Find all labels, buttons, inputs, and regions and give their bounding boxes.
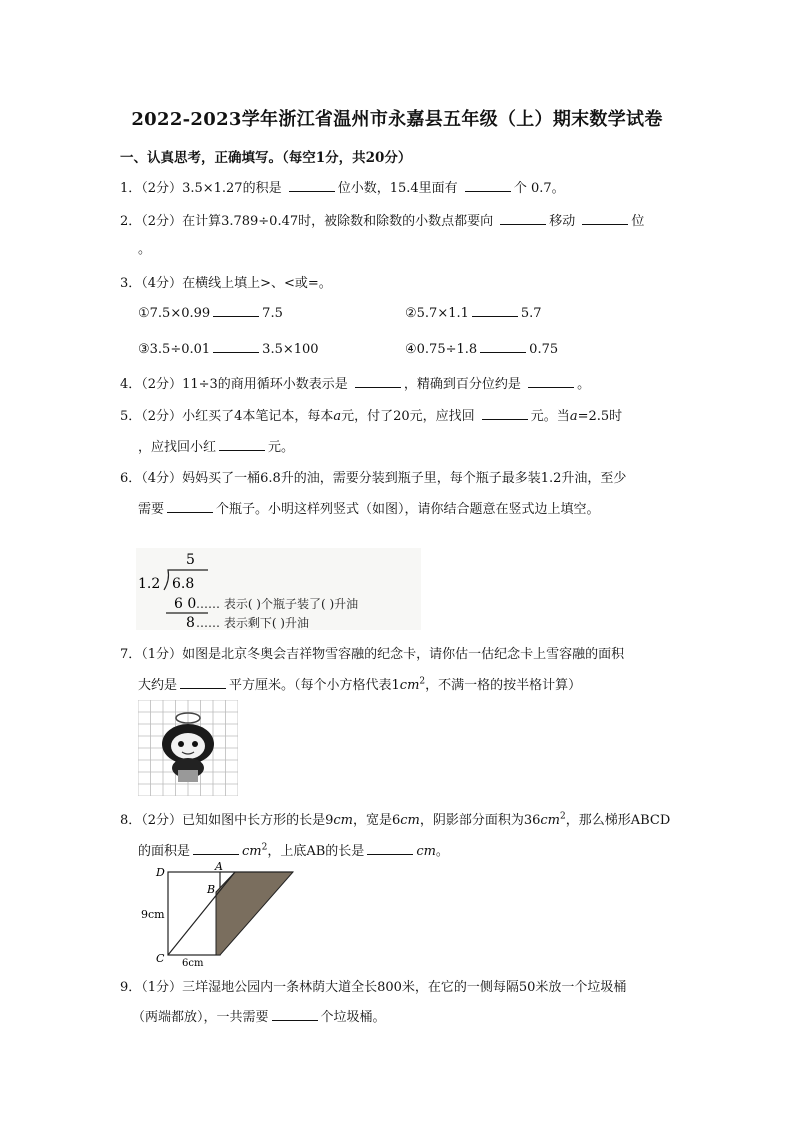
- answer-blank[interactable]: [193, 842, 239, 855]
- answer-blank[interactable]: [500, 212, 546, 225]
- q3-item-2: ②5.7×1.1 5.7: [405, 306, 542, 321]
- q3-item-1: ①7.5×0.99 7.5: [138, 306, 283, 321]
- answer-blank[interactable]: [367, 842, 413, 855]
- question-6: 6．（4分）妈妈买了一桶6.8升的油，需要分装到瓶子里，每个瓶子最多装1.2升油，至少: [120, 471, 627, 486]
- answer-blank[interactable]: [167, 500, 213, 513]
- label-b: B: [207, 883, 216, 896]
- question-8-cont: 的面积是 $cm^2$，上底AB的长是 cm。: [138, 842, 449, 859]
- score: （2分）: [141, 181, 183, 196]
- long-division-figure: [136, 548, 421, 630]
- divisor: 1.2: [138, 576, 161, 592]
- note-2: …… 表示剩下( )升油: [196, 616, 309, 630]
- answer-blank[interactable]: [472, 304, 518, 317]
- label-height: 9cm: [141, 908, 165, 921]
- question-2-cont: 。: [138, 242, 152, 257]
- answer-blank[interactable]: [528, 375, 574, 388]
- long-division-svg: [136, 548, 421, 630]
- answer-blank[interactable]: [482, 407, 528, 420]
- question-5: 5．（2分）小红买了4本笔记本，每本a元，付了20元，应找回 元。当a=2.5时: [120, 409, 623, 424]
- answer-blank[interactable]: [480, 340, 526, 353]
- trapezoid-figure: [138, 862, 298, 968]
- label-c: C: [156, 952, 165, 965]
- question-1: 1．（2分）3.5×1.27的积是 位小数，15.4里面有 个 0.7。: [120, 181, 565, 196]
- answer-blank[interactable]: [213, 340, 259, 353]
- question-9: 9．（1分）三垟湿地公园内一条林荫大道全长800米，在它的一侧每隔50米放一个垃圾桶: [120, 980, 627, 995]
- question-number: 1．: [120, 181, 142, 196]
- trapezoid-svg: [138, 862, 298, 968]
- section-heading: 一、认真思考，正确填写。（每空1分，共20分）: [120, 150, 412, 166]
- remainder: 8: [186, 615, 195, 630]
- answer-blank[interactable]: [180, 676, 226, 689]
- question-6-cont: 需要 个瓶子。小明这样列竖式（如图），请你结合题意在竖式边上填空。: [138, 502, 600, 517]
- answer-blank[interactable]: [213, 304, 259, 317]
- question-9-cont: （两端都放），一共需要 个垃圾桶。: [132, 1010, 386, 1025]
- question-2: 2．（2分）在计算3.789÷0.47时，被除数和除数的小数点都要向 移动 位: [120, 214, 645, 229]
- question-8: 8．（2分）已知如图中长方形的长是9cm，宽是6cm，阴影部分面积为$36cm^2$，那么梯形ABCD: [120, 811, 671, 828]
- answer-blank[interactable]: [219, 438, 265, 451]
- q3-item-4: ④0.75÷1.8 0.75: [405, 342, 559, 357]
- question-4: 4．（2分）11÷3的商用循环小数表示是 ，精确到百分位约是 。: [120, 377, 591, 392]
- answer-blank[interactable]: [355, 375, 401, 388]
- question-3: 3．（4分）在横线上填上>、<或=。: [120, 276, 332, 291]
- note-1: …… 表示( )个瓶子装了( )升油: [196, 597, 359, 611]
- label-a: A: [215, 862, 223, 873]
- question-7: 7．（1分）如图是北京冬奥会吉祥物雪容融的纪念卡，请你估一估纪念卡上雪容融的面积: [120, 647, 625, 662]
- question-5-cont: ，应找回小红 元。: [138, 440, 295, 455]
- label-width: 6cm: [182, 958, 204, 968]
- answer-blank[interactable]: [289, 179, 335, 192]
- question-7-cont: 大约是 平方厘米。（每个小方格代表$1cm^2$，不满一格的按半格计算）: [138, 676, 582, 693]
- dividend: 6.8: [172, 576, 195, 592]
- mascot-grid-figure: [138, 700, 238, 796]
- grid-svg: [138, 700, 238, 796]
- page-title: 2022-2023学年浙江省温州市永嘉县五年级（上）期末数学试卷: [131, 109, 663, 130]
- label-d: D: [156, 866, 165, 879]
- q3-item-3: ③3.5÷0.01 3.5×100: [138, 342, 319, 357]
- quotient: 5: [186, 552, 195, 568]
- answer-blank[interactable]: [465, 179, 511, 192]
- answer-blank[interactable]: [272, 1008, 318, 1021]
- answer-blank[interactable]: [582, 212, 628, 225]
- shaded-region: [216, 872, 293, 955]
- product: 6 0: [174, 596, 197, 612]
